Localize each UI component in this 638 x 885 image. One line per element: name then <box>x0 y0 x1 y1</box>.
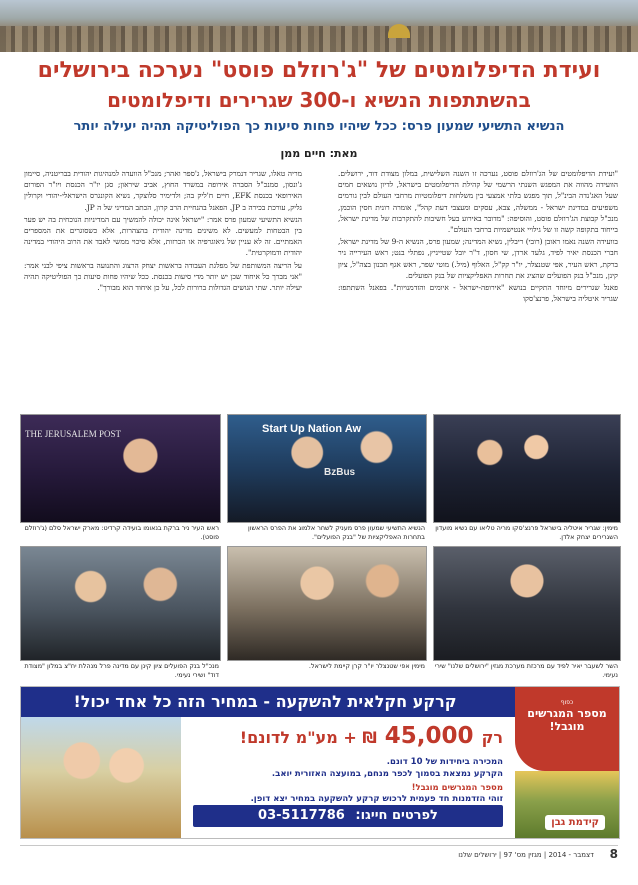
ad-line-opportunity: זוהי הזדמנות חד פעמית לרכוש קרקע להשקעה במחיר יצא דופן. <box>250 794 503 804</box>
article-column-right <box>338 168 618 404</box>
paragraph: פאנל שגרירים מיוחד התקיים בנושא "אירופה-ישראל - איומים והזדמנויות". בפאנל השתתפו: שגריר איטליה בישראל, פרנצ'סקו <box>338 283 618 304</box>
article-column-left <box>24 168 302 404</box>
ad-contact-label: לפרטים חייגו: <box>355 808 438 823</box>
ad-field-photo <box>515 771 619 838</box>
photo-stenzler <box>227 546 427 661</box>
article-byline: מאת: חיים ממן <box>280 147 358 160</box>
article-title-line2: בהשתתפות הנשיא ו-300 שגרירים ודיפלומטים <box>107 88 531 112</box>
photo-lapid <box>433 546 621 661</box>
stage-sign-text-2: BzBus <box>324 467 356 478</box>
caption-stenzler: מימין אפי שטנצלר יו"ר קרן קיימת לישראל. <box>308 662 425 670</box>
photo-peres-award <box>227 414 427 523</box>
paragraph: "ועידת הדיפלומטים של הג'רוזלם פוסט, נערכה זו השנה השלישית, במלון מצודת דוד, ירושלים. הוועידה מהווה את המפגש השנתי הרשמי של קהילת הדיפלומטים בישראל, לדיון נושאים חמים שעל האג'נדה הבינ"ל, תוך מפגש בלתי אמצעי בין משלחות דיפלומטיות מרחבי העולם לבין גורמים משפיעים במדינת ישראל - ממשלה, צבא, עסקים ומעצבי דעת קהל", אומרה רונית חסין הוכמן, מנכ"ל קבוצת הג'רוזלם פוסט, והוסיפה: "מדובר באירוע בעל חשיבות להתקרבות של מדינת ישראל, בייחוד בתקופה קשה זו של גילויי אנטישמיות ברחבי העולם". <box>338 169 618 235</box>
city-skyline <box>0 26 638 52</box>
ad-price-value: 45,000 <box>384 723 474 749</box>
ad-line-units: המכירה ביחידות של 10 דונם. <box>386 757 503 767</box>
caption-lapid: השר לשעבר יאיר לפיד עם מרכזת מערכת מגזין "ירושלים שלנו" שירי נעימי. <box>434 662 618 679</box>
ad-family-photo <box>21 717 181 838</box>
jerusalem-panorama-banner <box>0 0 638 52</box>
footer-divider <box>20 845 618 846</box>
ad-line-location: הקרקע נמצאת בסמוך לכפר מנחם, במועצה האזורית יואב. <box>271 769 503 779</box>
ad-badge <box>515 687 619 771</box>
stage-sign-text: Start Up Nation Aw <box>262 423 362 435</box>
ad-phone-number[interactable]: 03-5117786 <box>258 808 345 823</box>
ad-line-limited: מספר המגרשים מוגבל! <box>411 783 503 793</box>
photo-kenan <box>20 546 221 661</box>
ad-headline: קרקע חקלאית להשקעה - במחיר הזה כל אחד יכול! <box>21 687 619 717</box>
ad-contact-bar[interactable] <box>193 805 503 827</box>
ad-logo: קידמת גבן <box>545 815 605 830</box>
jerusalem-post-logo: THE JERUSALEM POST <box>25 429 122 439</box>
caption-kenan: מנכ"ל בנק הפועלים ציון קינן עם מדינה פרל מנהלת יח"צ במלון "מצודת דוד" ושירי נעימי. <box>24 662 219 679</box>
ad-price <box>240 723 503 749</box>
photo-mayor-barkat <box>20 414 221 523</box>
paragraph: מריה טאלו, שגריר דנמרק בישראל, ג'ספר ואהר; מנכ"ל הוועדה למנהיגות יהודית בבריטניה, סיימון ג'ונסון, סמנכ"ל הסברה אירופה במשרד החוץ, אביב שיראון; סגן יו"ר הכנסת ויו"ר הפורום האירופאי בכנסת EFK, חיים ח'ליק בה; ולדימיר סלוצקר, נשיא הקונגרס הישראלי-יהודי וקרולין גליק, עורכת בכירה ב JP. הפאנל בהנחיית הרב קרון, הכתב המדיני של ה JP. <box>24 169 302 212</box>
article-title-line1: ועידת הדיפלומטים של "ג'רוזלם פוסט" נערכה בירושלים <box>37 58 601 83</box>
ad-price-suffix: ₪ + מע"מ לדונם! <box>239 728 377 747</box>
paragraph: הנשיא התשיעי שמעון פרס אמר: "ישראל אינה יכולה להמשיך עם המדיניות הנוכחית בה יש פער בין הבטחות למעשים. לא משינים מדינה יהודית בהצהרות, אלא כשסוגרים את המספרים האמתיים. זה לא עניין של גיאוגרפיה או הכרזות, אלא סיכוי ממשי לאבד את הרוב היהודי במדינה יהודית ודמוקרטית". <box>24 214 302 258</box>
ad-badge-small: כפוף <box>560 699 574 706</box>
article-subtitle: הנשיא התשיעי שמעון פרס: ככל שיהיו פחות סיעות כך הפוליטיקה תהיה יעילה יותר <box>73 119 565 134</box>
paragraph: על הריצה המשותפת של מפלגת העבודה בראשות יצחק הרצוג והתנועה בראשות ציפי לבני אמר: "אני מברך כל איחוד שכן יש יותר מדי סיעות בכנסת. ככל שיהיו פחות סיעות כך הפוליטיקה תהיה יעילה יותר. שתי הגושים הגדולות ברורות לכל, על כן איחוד הוא מבורך". <box>24 260 302 293</box>
land-investment-ad <box>20 686 620 839</box>
caption-mayor: ראש העיר ניר ברקת בנאומו בועידה קרדיט: מארק ישראל סלם (ג'רוזלם פוסט). <box>24 524 219 541</box>
photo-ambassadors <box>433 414 621 523</box>
caption-peres-award: הנשיא התשיעי שמעון פרס מעניק לשחר אלמוג את הפרס הראשון בתחרות האפליקציות של "בנק הפועלים". <box>248 524 425 541</box>
footer-issue-info: דצמבר - 2014 | מגזין מס' 97 | ירושלים שלנו <box>458 851 594 859</box>
paragraph: בוועידה השנה נאמו ראובן (רובי) ריבלין, נשיא המדינה; שמעון פרס, הנשיא ה-9 של מדינת ישראל, חברי הכנסת יאיר לפיד, גלעד ארדן, שי חסון, ד"ר יובל שטייניץ, נפתלי בנט; ראש העירייה ניר ברקת, ראש העיר, אפי שטנצלר, יו"ר קק"ל, האלוף (מיל.) מוטי שפר, ראש אגף תכנון בצה"ל, ציון קינן, מנכ"ל בנק הפועלים שהציג את תחרות האפליקציות של בנק הפועלים. <box>338 237 618 280</box>
page-number: 8 <box>609 847 618 861</box>
ad-price-prefix: רק <box>481 728 503 747</box>
caption-ambassadors: מימין: שגריר איטליה בישראל פרנצ'סקו מריה טליאו עם נשיא מועדון השגרירים יצחק אלדן. <box>435 524 618 541</box>
ad-badge-text: מספר המגרשים מוגבל! <box>527 707 607 733</box>
